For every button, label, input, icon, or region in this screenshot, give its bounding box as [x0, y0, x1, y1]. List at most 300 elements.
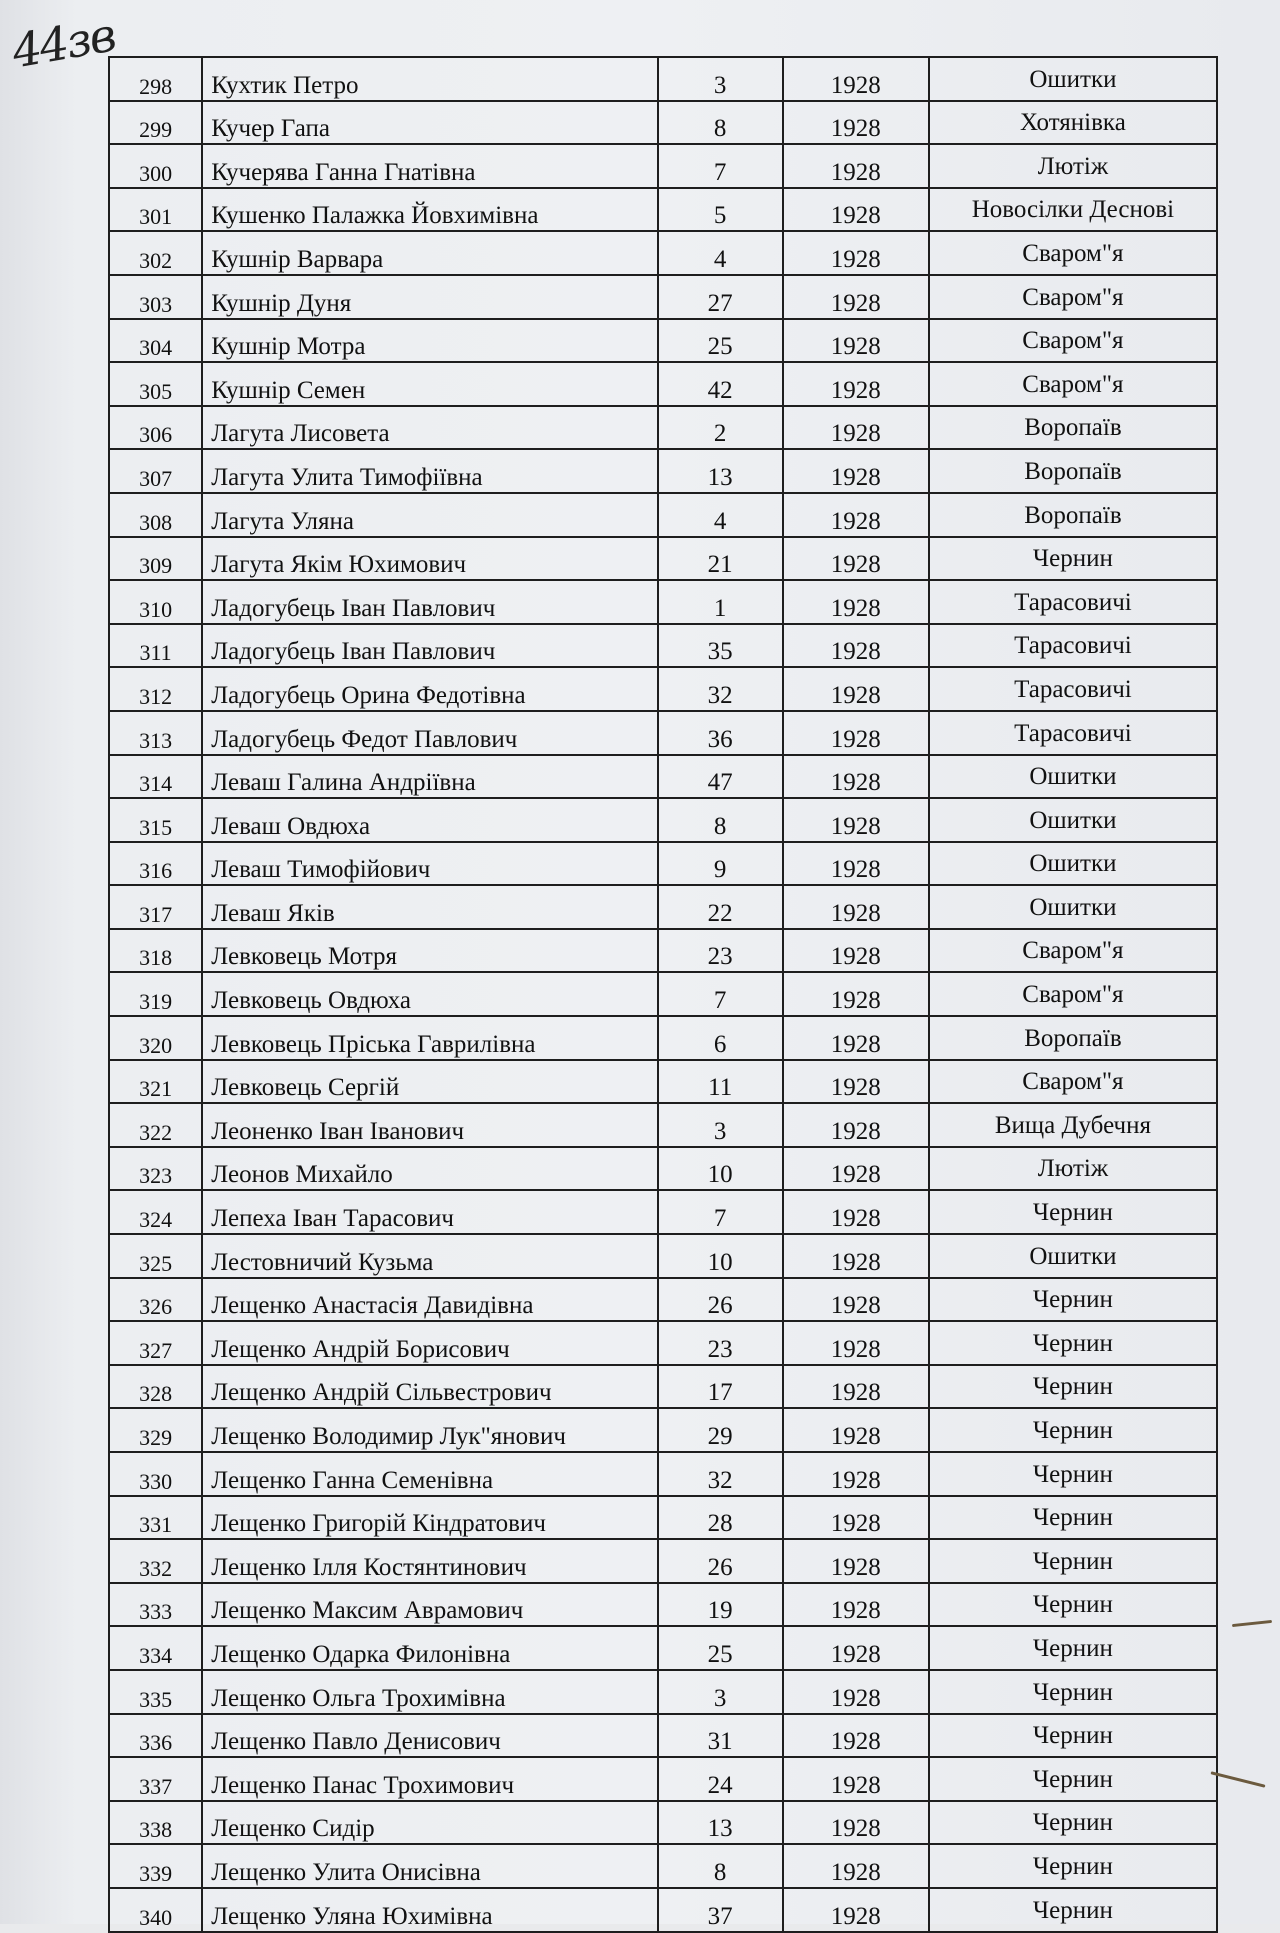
handwritten-page-number: 44зв — [8, 7, 119, 79]
age-cell-text: 42 — [707, 376, 733, 404]
age-cell — [658, 57, 783, 101]
person-name-cell — [202, 1190, 657, 1234]
table-row — [109, 1583, 1217, 1627]
row-number-cell-text: 322 — [139, 1119, 173, 1145]
table-row — [109, 1452, 1217, 1496]
village-cell — [929, 1844, 1217, 1888]
year-cell-text: 1928 — [830, 943, 881, 971]
row-number-cell — [109, 275, 202, 319]
year-cell — [783, 493, 929, 537]
year-cell-text: 1928 — [830, 899, 881, 927]
age-cell-text: 5 — [713, 202, 727, 230]
row-number-cell-text: 340 — [139, 1904, 173, 1930]
row-number-cell — [109, 188, 202, 232]
person-name-cell-text: Левковець Овдюха — [211, 987, 411, 1015]
year-cell — [783, 972, 929, 1016]
age-cell — [658, 1365, 783, 1409]
row-number-cell — [109, 929, 202, 973]
village-cell-text: Вища Дубечня — [994, 1111, 1152, 1139]
person-name-cell — [202, 1452, 657, 1496]
village-cell — [929, 1016, 1217, 1060]
village-cell — [929, 885, 1217, 929]
person-name-cell-text: Лещенко Ганна Семенівна — [211, 1466, 494, 1494]
village-cell — [929, 755, 1217, 799]
age-cell — [658, 1583, 783, 1627]
age-cell-text: 10 — [707, 1161, 733, 1189]
person-name-cell-text: Лещенко Ольга Трохимівна — [211, 1684, 506, 1712]
village-cell-text: Ошитки — [1029, 806, 1117, 834]
age-cell — [658, 1190, 783, 1234]
village-cell — [929, 798, 1217, 842]
age-cell-text: 6 — [713, 1030, 727, 1058]
person-name-cell-text: Лагута Якім Юхимович — [211, 551, 467, 579]
year-cell-text: 1928 — [830, 1335, 881, 1363]
person-name-cell-text: Ладогубець Орина Федотівна — [211, 681, 526, 709]
age-cell — [658, 231, 783, 275]
person-name-cell-text: Леваш Галина Андріївна — [211, 769, 476, 797]
age-cell — [658, 798, 783, 842]
row-number-cell-text: 308 — [139, 509, 173, 535]
age-cell-text: 26 — [707, 1553, 733, 1581]
village-cell — [929, 711, 1217, 755]
year-cell — [783, 842, 929, 886]
row-number-cell-text: 338 — [139, 1817, 173, 1843]
village-cell-text: Сваром"я — [1022, 370, 1124, 398]
row-number-cell-text: 327 — [139, 1337, 173, 1363]
year-cell — [783, 319, 929, 363]
row-number-cell-text: 298 — [139, 73, 173, 99]
age-cell-text: 3 — [713, 71, 727, 99]
village-cell-text: Чернин — [1032, 1329, 1113, 1357]
village-cell — [929, 1103, 1217, 1147]
year-cell-text: 1928 — [830, 1684, 881, 1712]
table-row — [109, 1888, 1217, 1932]
age-cell-text: 19 — [707, 1597, 733, 1625]
person-name-cell — [202, 1060, 657, 1104]
row-number-cell-text: 337 — [139, 1773, 173, 1799]
year-cell — [783, 449, 929, 493]
village-cell-text: Воропаїв — [1024, 1024, 1122, 1052]
age-cell — [658, 1888, 783, 1932]
row-number-cell-text: 336 — [139, 1730, 173, 1756]
person-name-cell-text: Лестовничий Кузьма — [211, 1248, 434, 1276]
year-cell — [783, 275, 929, 319]
table-row — [109, 1714, 1217, 1758]
table-row — [109, 711, 1217, 755]
village-cell — [929, 1365, 1217, 1409]
village-cell-text: Чернин — [1032, 1373, 1113, 1401]
row-number-cell — [109, 319, 202, 363]
person-name-cell — [202, 1321, 657, 1365]
village-cell — [929, 1060, 1217, 1104]
village-cell — [929, 1626, 1217, 1670]
person-name-cell — [202, 231, 657, 275]
year-cell-text: 1928 — [830, 463, 881, 491]
year-cell-text: 1928 — [830, 1728, 881, 1756]
row-number-cell — [109, 1365, 202, 1409]
year-cell — [783, 1888, 929, 1932]
year-cell-text: 1928 — [830, 1205, 881, 1233]
year-cell — [783, 101, 929, 145]
person-name-cell-text: Лещенко Улита Онисівна — [211, 1858, 481, 1886]
village-cell — [929, 1452, 1217, 1496]
village-cell-text: Хотянівка — [1020, 109, 1126, 137]
row-number-cell — [109, 1888, 202, 1932]
age-cell — [658, 842, 783, 886]
row-number-cell — [109, 144, 202, 188]
village-cell-text: Лютіж — [1037, 1155, 1109, 1183]
row-number-cell — [109, 1190, 202, 1234]
year-cell-text: 1928 — [830, 1640, 881, 1668]
person-name-cell-text: Ладогубець Федот Павлович — [211, 725, 518, 753]
person-name-cell-text: Кухтик Петро — [211, 71, 359, 99]
person-name-cell — [202, 1670, 657, 1714]
row-number-cell-text: 324 — [139, 1207, 173, 1233]
year-cell-text: 1928 — [830, 507, 881, 535]
table-row — [109, 1103, 1217, 1147]
age-cell — [658, 1670, 783, 1714]
person-name-cell — [202, 1408, 657, 1452]
row-number-cell-text: 339 — [139, 1860, 173, 1886]
year-cell-text: 1928 — [830, 1248, 881, 1276]
table-row — [109, 624, 1217, 668]
person-name-cell-text: Лещенко Одарка Филонівна — [211, 1640, 511, 1668]
year-cell-text: 1928 — [830, 1466, 881, 1494]
person-name-cell-text: Лещенко Павло Денисович — [211, 1728, 501, 1756]
row-number-cell — [109, 1583, 202, 1627]
year-cell — [783, 1190, 929, 1234]
year-cell — [783, 1670, 929, 1714]
row-number-cell — [109, 755, 202, 799]
year-cell-text: 1928 — [830, 1510, 881, 1538]
village-cell-text: Чернин — [1032, 1286, 1113, 1314]
person-name-cell — [202, 1103, 657, 1147]
row-number-cell — [109, 231, 202, 275]
year-cell — [783, 667, 929, 711]
year-cell-text: 1928 — [830, 202, 881, 230]
row-number-cell — [109, 1496, 202, 1540]
age-cell-text: 47 — [707, 769, 733, 797]
victims-list-table — [108, 56, 1218, 1933]
year-cell — [783, 885, 929, 929]
year-cell-text: 1928 — [830, 1379, 881, 1407]
row-number-cell — [109, 798, 202, 842]
row-number-cell — [109, 493, 202, 537]
age-cell-text: 25 — [707, 333, 733, 361]
age-cell-text: 9 — [713, 856, 727, 884]
year-cell — [783, 1103, 929, 1147]
row-number-cell-text: 306 — [139, 422, 173, 448]
year-cell — [783, 1321, 929, 1365]
year-cell-text: 1928 — [830, 551, 881, 579]
village-cell-text: Чернин — [1032, 1460, 1113, 1488]
table-row — [109, 842, 1217, 886]
table-row — [109, 972, 1217, 1016]
year-cell-text: 1928 — [830, 681, 881, 709]
age-cell — [658, 1060, 783, 1104]
year-cell — [783, 929, 929, 973]
row-number-cell — [109, 1060, 202, 1104]
row-number-cell — [109, 580, 202, 624]
person-name-cell — [202, 711, 657, 755]
person-name-cell-text: Лещенко Анастасія Давидівна — [211, 1292, 534, 1320]
age-cell-text: 23 — [707, 1335, 733, 1363]
person-name-cell — [202, 1801, 657, 1845]
table-row — [109, 798, 1217, 842]
age-cell — [658, 1408, 783, 1452]
person-name-cell-text: Лещенко Ілля Костянтинович — [211, 1553, 527, 1581]
age-cell — [658, 1626, 783, 1670]
age-cell-text: 1 — [713, 594, 727, 622]
person-name-cell — [202, 1626, 657, 1670]
village-cell-text: Тарасовичі — [1014, 675, 1132, 703]
year-cell-text: 1928 — [830, 245, 881, 273]
person-name-cell — [202, 1147, 657, 1191]
row-number-cell — [109, 1103, 202, 1147]
age-cell-text: 8 — [713, 812, 727, 840]
row-number-cell-text: 330 — [139, 1468, 173, 1494]
table-row — [109, 1234, 1217, 1278]
person-name-cell — [202, 1583, 657, 1627]
age-cell-text: 4 — [713, 507, 727, 535]
row-number-cell-text: 313 — [139, 727, 173, 753]
person-name-cell — [202, 362, 657, 406]
village-cell — [929, 406, 1217, 450]
village-cell-text: Сваром"я — [1022, 1068, 1124, 1096]
year-cell-text: 1928 — [830, 1902, 881, 1930]
row-number-cell-text: 333 — [139, 1599, 173, 1625]
row-number-cell — [109, 537, 202, 581]
year-cell-text: 1928 — [830, 376, 881, 404]
age-cell-text: 3 — [713, 1684, 727, 1712]
age-cell — [658, 188, 783, 232]
person-name-cell — [202, 493, 657, 537]
row-number-cell-text: 335 — [139, 1686, 173, 1712]
year-cell — [783, 1757, 929, 1801]
person-name-cell — [202, 972, 657, 1016]
person-name-cell — [202, 537, 657, 581]
row-number-cell-text: 320 — [139, 1032, 173, 1058]
village-cell — [929, 624, 1217, 668]
village-cell — [929, 319, 1217, 363]
age-cell-text: 35 — [707, 638, 733, 666]
person-name-cell-text: Кушенко Палажка Йовхимівна — [211, 202, 539, 230]
year-cell-text: 1928 — [830, 1771, 881, 1799]
person-name-cell — [202, 1539, 657, 1583]
village-cell-text: Чернин — [1032, 1417, 1113, 1444]
year-cell — [783, 1714, 929, 1758]
person-name-cell — [202, 755, 657, 799]
year-cell — [783, 624, 929, 668]
row-number-cell — [109, 842, 202, 886]
table-row — [109, 231, 1217, 275]
age-cell-text: 8 — [713, 115, 727, 143]
year-cell-text: 1928 — [830, 1858, 881, 1886]
row-number-cell — [109, 1016, 202, 1060]
age-cell — [658, 101, 783, 145]
village-cell — [929, 667, 1217, 711]
person-name-cell — [202, 624, 657, 668]
person-name-cell-text: Лагута Лисовета — [211, 420, 390, 448]
person-name-cell — [202, 1844, 657, 1888]
row-number-cell-text: 318 — [139, 945, 173, 971]
row-number-cell — [109, 1147, 202, 1191]
age-cell — [658, 1016, 783, 1060]
village-cell — [929, 1190, 1217, 1234]
village-cell — [929, 449, 1217, 493]
year-cell-text: 1928 — [830, 1161, 881, 1189]
person-name-cell-text: Леонов Михайло — [211, 1161, 393, 1189]
age-cell-text: 10 — [707, 1248, 733, 1276]
year-cell-text: 1928 — [830, 856, 881, 884]
person-name-cell — [202, 580, 657, 624]
row-number-cell — [109, 711, 202, 755]
village-cell — [929, 362, 1217, 406]
year-cell — [783, 1234, 929, 1278]
age-cell — [658, 1147, 783, 1191]
person-name-cell — [202, 144, 657, 188]
table-row — [109, 449, 1217, 493]
age-cell-text: 8 — [713, 1858, 727, 1886]
age-cell — [658, 1801, 783, 1845]
village-cell — [929, 231, 1217, 275]
table-row — [109, 1190, 1217, 1234]
row-number-cell — [109, 972, 202, 1016]
year-cell — [783, 1016, 929, 1060]
row-number-cell — [109, 1539, 202, 1583]
village-cell-text: Чернин — [1032, 545, 1113, 573]
age-cell-text: 24 — [707, 1771, 733, 1799]
table-row — [109, 101, 1217, 145]
table-row — [109, 319, 1217, 363]
age-cell — [658, 972, 783, 1016]
row-number-cell-text: 303 — [139, 291, 173, 317]
year-cell — [783, 1147, 929, 1191]
village-cell — [929, 972, 1217, 1016]
age-cell-text: 36 — [707, 725, 733, 753]
table-row — [109, 1321, 1217, 1365]
person-name-cell — [202, 1888, 657, 1932]
row-number-cell-text: 305 — [139, 378, 173, 404]
table-row — [109, 537, 1217, 581]
village-cell — [929, 1583, 1217, 1627]
age-cell-text: 11 — [708, 1074, 733, 1102]
table-row — [109, 1539, 1217, 1583]
row-number-cell-text: 328 — [139, 1381, 173, 1407]
person-name-cell-text: Леваш Овдюха — [211, 812, 371, 840]
village-cell-text: Тарасовичі — [1014, 632, 1132, 660]
village-cell-text: Чернин — [1032, 1504, 1113, 1532]
row-number-cell-text: 311 — [139, 640, 172, 666]
row-number-cell — [109, 449, 202, 493]
village-cell — [929, 1757, 1217, 1801]
age-cell — [658, 1278, 783, 1322]
village-cell-text: Чернин — [1032, 1591, 1113, 1619]
year-cell-text: 1928 — [830, 1553, 881, 1581]
table-row — [109, 1365, 1217, 1409]
village-cell-text: Ошитки — [1029, 1242, 1117, 1270]
year-cell — [783, 1496, 929, 1540]
village-cell-text: Чернин — [1032, 1896, 1113, 1924]
row-number-cell — [109, 1278, 202, 1322]
year-cell-text: 1928 — [830, 420, 881, 448]
year-cell — [783, 537, 929, 581]
year-cell — [783, 755, 929, 799]
village-cell — [929, 1147, 1217, 1191]
row-number-cell-text: 326 — [139, 1294, 173, 1320]
village-cell — [929, 188, 1217, 232]
table-row — [109, 1626, 1217, 1670]
village-cell — [929, 57, 1217, 101]
year-cell-text: 1928 — [830, 987, 881, 1015]
person-name-cell — [202, 667, 657, 711]
year-cell-text: 1928 — [830, 1815, 881, 1843]
person-name-cell-text: Лещенко Панас Трохимович — [211, 1771, 515, 1799]
year-cell-text: 1928 — [830, 289, 881, 317]
age-cell — [658, 624, 783, 668]
row-number-cell-text: 321 — [139, 1076, 173, 1102]
table-row — [109, 493, 1217, 537]
table-row — [109, 57, 1217, 101]
age-cell — [658, 1757, 783, 1801]
person-name-cell-text: Лещенко Володимир Лук"янович — [211, 1423, 566, 1450]
village-cell — [929, 1408, 1217, 1452]
village-cell-text: Сваром"я — [1022, 239, 1124, 267]
village-cell-text: Сваром"я — [1022, 283, 1124, 311]
person-name-cell — [202, 885, 657, 929]
year-cell-text: 1928 — [830, 812, 881, 840]
person-name-cell-text: Леоненко Іван Іванович — [211, 1117, 465, 1145]
row-number-cell-text: 301 — [139, 204, 173, 230]
village-cell — [929, 1714, 1217, 1758]
year-cell — [783, 1060, 929, 1104]
year-cell — [783, 1583, 929, 1627]
row-number-cell — [109, 1757, 202, 1801]
year-cell-text: 1928 — [830, 1292, 881, 1320]
year-cell-text: 1928 — [830, 594, 881, 622]
village-cell — [929, 144, 1217, 188]
person-name-cell-text: Кучер Гапа — [211, 115, 330, 143]
table-row — [109, 1844, 1217, 1888]
village-cell-text: Новосілки Деснові — [971, 196, 1175, 224]
row-number-cell-text: 316 — [139, 858, 173, 884]
row-number-cell — [109, 624, 202, 668]
age-cell — [658, 1234, 783, 1278]
age-cell — [658, 362, 783, 406]
age-cell-text: 31 — [707, 1728, 733, 1756]
year-cell — [783, 1844, 929, 1888]
person-name-cell-text: Лещенко Григорій Кіндратович — [211, 1510, 546, 1538]
age-cell — [658, 755, 783, 799]
table-row — [109, 188, 1217, 232]
table-row — [109, 580, 1217, 624]
village-cell-text: Чернин — [1032, 1678, 1113, 1706]
age-cell-text: 21 — [707, 551, 733, 579]
village-cell-text: Чернин — [1032, 1765, 1113, 1793]
person-name-cell — [202, 798, 657, 842]
village-cell — [929, 537, 1217, 581]
person-name-cell — [202, 188, 657, 232]
village-cell-text: Воропаїв — [1024, 501, 1122, 529]
village-cell-text: Чернин — [1032, 1722, 1113, 1750]
age-cell — [658, 1844, 783, 1888]
year-cell-text: 1928 — [830, 333, 881, 361]
row-number-cell-text: 325 — [139, 1250, 173, 1276]
age-cell — [658, 319, 783, 363]
person-name-cell — [202, 275, 657, 319]
row-number-cell — [109, 1670, 202, 1714]
year-cell-text: 1928 — [830, 1117, 881, 1145]
